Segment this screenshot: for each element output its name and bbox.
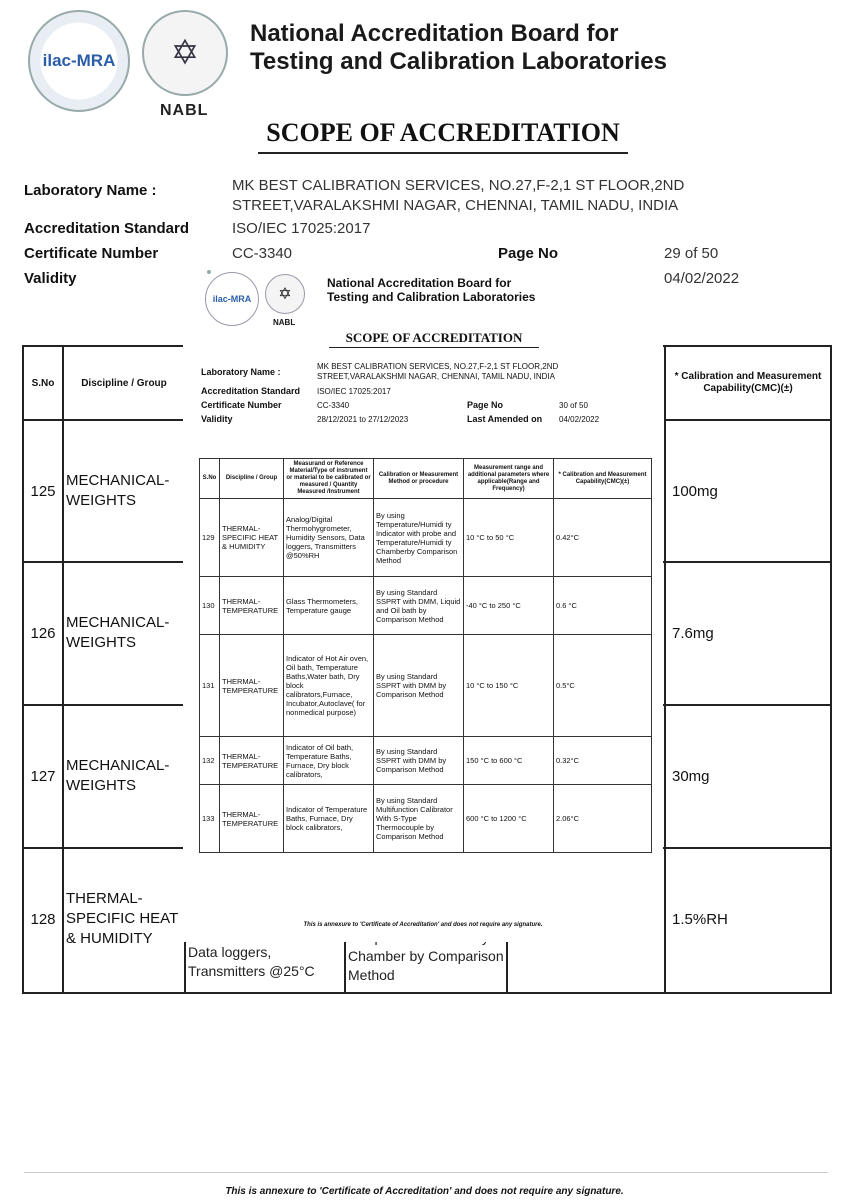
inner-nabl-emblem-icon: ✡ [265,274,305,314]
row-128-measurand-fragment: Data loggers, Transmitters @25°C [188,944,315,979]
row-129-range: 10 °C to 50 °C [464,499,554,577]
row-131-range: 10 °C to 150 °C [464,635,554,737]
row-132-method: By using Standard SSPRT with DMM by Comparison Method [374,737,464,785]
row-126-sno: 126 [30,624,56,642]
inner-certificate-label: Certificate Number [201,400,282,410]
row-133-cmc: 2.06°C [554,785,652,853]
table-row [200,785,652,853]
row-127-cmc: 30mg [672,767,710,785]
inner-organization-name: National Accreditation Board for Testing and Calibration Laboratories [327,276,536,304]
inner-ilac-logo: ilac-MRA [205,272,259,326]
row-130-measurand: Glass Thermometers, Temperature gauge [284,577,374,635]
nabl-logo-text: NABL [160,102,209,119]
nabl-emblem-icon: ✡ [142,10,228,96]
row-126-discipline: MECHANICAL- WEIGHTS [66,614,170,651]
row-129-sno: 129 [200,499,220,577]
date-value: 04/02/2022 [664,270,740,287]
row-133-discipline: THERMAL- TEMPERATURE [220,785,284,853]
certificate-label: Certificate Number [24,245,159,262]
ilac-logo-text: ilac-MRA [42,51,116,70]
inner-lab-name-value: MK BEST CALIBRATION SERVICES, NO.27,F-2,1 ST FLOOR,2ND STREET,VARALAKSHMI NAGAR, CHENNAI, TAMIL NADU, INDIA [317,362,559,381]
table-row [200,737,652,785]
row-131-cmc: 0.5°C [554,635,652,737]
row-127-sno: 127 [30,767,56,785]
inner-header-range: Measurement range and additional parameters where applicable(Range and Frequency) [464,459,554,499]
table-row [200,499,652,577]
row-133-range: 600 °C to 1200 °C [464,785,554,853]
row-128-sno: 128 [30,910,56,928]
inner-standard-value: ISO/IEC 17025:2017 [317,387,391,396]
row-130-discipline: THERMAL- TEMPERATURE [220,577,284,635]
inner-page-value: 30 of 50 [559,401,588,410]
footer-note: This is annexure to 'Certificate of Accreditation' and does not require any signature. [225,1186,624,1197]
inner-lab-name-label: Laboratory Name : [201,367,281,377]
inner-validity-value: 28/12/2021 to 27/12/2023 [317,415,409,424]
row-131-discipline: THERMAL- TEMPERATURE [220,635,284,737]
row-133-measurand: Indicator of Temperature Baths, Furnace, Dry block calibrators, [284,785,374,853]
header-sno: S.No [31,377,55,389]
inner-certificate-value: CC-3340 [317,401,350,410]
inner-footer-note: This is annexure to 'Certificate of Accreditation' and does not require any signature. [303,922,543,928]
table-row [200,635,652,737]
row-131-measurand: Indicator of Hot Air oven, Oil bath, Temperature Baths,Water bath, Dry block calibrators,Furnace, Incubator,Autoclave( for nonmedical purpose) [284,635,374,737]
row-129-measurand: Analog/Digital Thermohygrometer, Humidity Sensors, Data loggers, Transmitters @50%RH [284,499,374,577]
inner-page-label: Page No [467,400,504,410]
row-131-sno: 131 [200,635,220,737]
ilac-mra-logo [28,10,130,112]
row-132-discipline: THERMAL- TEMPERATURE [220,737,284,785]
inner-nabl-text: NABL [273,318,296,327]
row-129-discipline: THERMAL- SPECIFIC HEAT & HUMIDITY [220,499,284,577]
footer-divider [24,1172,828,1173]
inner-table-header-row [200,459,652,499]
page-label: Page No [498,245,559,262]
validity-label: Validity [24,270,77,287]
inner-scope-title: SCOPE OF ACCREDITATION [329,330,539,348]
row-125-discipline: MECHANICAL- WEIGHTS [66,472,170,509]
standard-label: Accreditation Standard [24,220,190,237]
inner-header-discipline: Discipline / Group [220,459,284,499]
inner-header-method: Calibration or Measurement Method or procedure [374,459,464,499]
inner-header-cmc: * Calibration and Measurement Capability(CMC)(±) [554,459,652,499]
row-125-sno: 125 [30,482,56,500]
row-130-sno: 130 [200,577,220,635]
row-130-method: By using Standard SSPRT with DMM, Liquid and Oil bath by Comparison Method [374,577,464,635]
inner-header-measurand: Measurand or Reference Material/Type of instrument or material to be calibrated or measured / Quantity Measured /Instrument [284,459,374,499]
row-131-method: By using Standard SSPRT with DMM by Comparison Method [374,635,464,737]
inner-header-sno: S.No [200,459,220,499]
row-128-method-fragment: Chamber by Comparison Method [348,947,504,983]
standard-value: ISO/IEC 17025:2017 [232,220,371,237]
row-128-cmc: 1.5%RH [672,910,728,928]
inner-page-overlay [183,276,663,942]
row-132-measurand: Indicator of Oil bath, Temperature Baths, Furnace, Dry block calibrators, [284,737,374,785]
row-129-cmc: 0.42°C [554,499,652,577]
row-128-discipline: THERMAL- SPECIFIC HEAT & HUMIDITY [66,890,178,947]
header-discipline: Discipline / Group [81,377,167,389]
row-132-range: 150 °C to 600 °C [464,737,554,785]
row-132-sno: 132 [200,737,220,785]
row-130-cmc: 0.6 °C [554,577,652,635]
inner-validity-label: Validity [201,414,233,424]
lab-name-value: MK BEST CALIBRATION SERVICES, NO.27,F-2,1 ST FLOOR,2ND STREET,VARALAKSHMI NAGAR, CHENNAI, TAMIL NADU, INDIA [232,177,685,214]
header-cmc: * Calibration and Measurement Capability(CMC)(±) [674,371,822,394]
row-129-method: By using Temperature/Humidi ty Indicator with probe and Temperature/Humidi ty Chamberby Comparison Method [374,499,464,577]
row-126-cmc: 7.6mg [672,624,714,642]
inner-scope-table [199,458,652,853]
row-130-range: -40 °C to 250 °C [464,577,554,635]
inner-standard-label: Accreditation Standard [201,386,301,396]
page-value: 29 of 50 [664,245,719,262]
inner-amended-value: 04/02/2022 [559,415,600,424]
row-125-cmc: 100mg [672,482,718,500]
row-133-sno: 133 [200,785,220,853]
row-127-discipline: MECHANICAL- WEIGHTS [66,757,170,794]
lab-name-label: Laboratory Name : [24,182,157,199]
organization-name: National Accreditation Board for Testing and Calibration Laboratories [250,20,667,75]
inner-amended-label: Last Amended on [467,414,543,424]
scope-title: SCOPE OF ACCREDITATION [258,118,628,154]
table-row [200,577,652,635]
certificate-value: CC-3340 [232,245,293,262]
row-132-cmc: 0.32°C [554,737,652,785]
row-133-method: By using Standard Multifunction Calibrator With S-Type Thermocouple by Comparison Method [374,785,464,853]
